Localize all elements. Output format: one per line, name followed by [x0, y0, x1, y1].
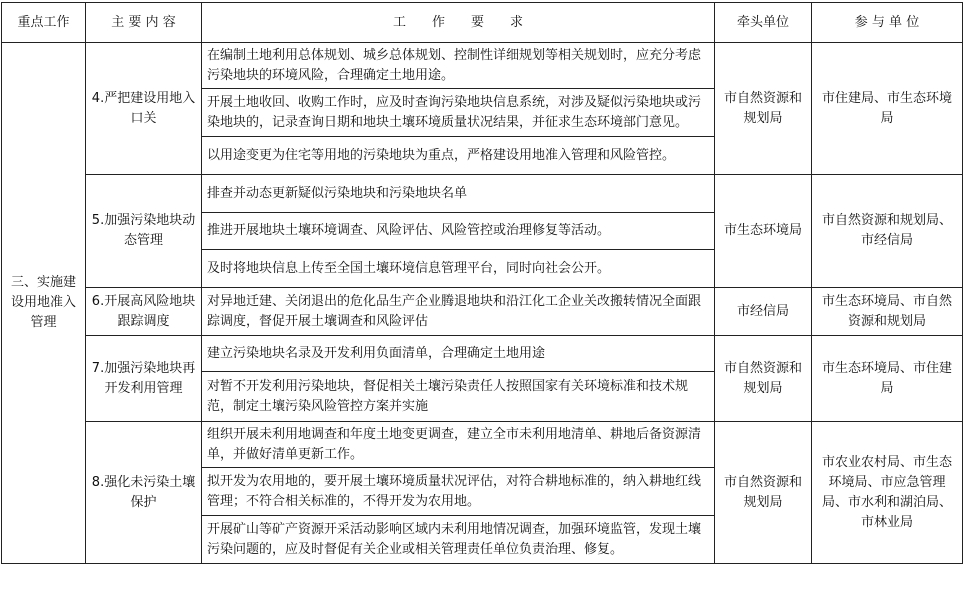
lead-unit-cell: 市生态环境局 [715, 175, 812, 288]
header-requirements: 工 作 要 求 [202, 3, 715, 43]
item-content: 5.加强污染地块动态管理 [86, 175, 202, 288]
header-key-work: 重点工作 [2, 3, 86, 43]
requirement-cell: 对暂不开发利用污染地块，督促相关土壤污染责任人按照国家有关环境标准和技术规范，制定土壤污染风险管控方案并实施 [202, 372, 715, 422]
table-row [2, 43, 963, 89]
requirement-cell: 开展矿山等矿产资源开采活动影响区域内未利用地情况调查，加强环境监管，发现土壤污染问题的，应及时督促有关企业或相关管理责任单位负责治理、修复。 [202, 516, 715, 564]
lead-unit-cell: 市自然资源和规划局 [715, 43, 812, 175]
requirement-cell: 组织开展未利用地调查和年度土地变更调查，建立全市未利用地清单、耕地后备资源清单，并做好清单更新工作。 [202, 422, 715, 468]
header-participating-units: 参 与 单 位 [812, 3, 963, 43]
item-content: 4.严把建设用地入口关 [86, 43, 202, 175]
requirement-cell: 建立污染地块名录及开发利用负面清单，合理确定土地用途 [202, 336, 715, 372]
header-lead-unit: 牵头单位 [715, 3, 812, 43]
table-row [2, 336, 963, 372]
requirement-cell: 推进开展地块土壤环境调查、风险评估、风险管控或治理修复等活动。 [202, 213, 715, 250]
participants-cell: 市住建局、市生态环境局 [812, 43, 963, 175]
requirement-cell: 及时将地块信息上传至全国土壤环境信息管理平台，同时向社会公开。 [202, 250, 715, 288]
requirement-cell: 对异地迁建、关闭退出的危化品生产企业腾退地块和沿江化工企业关改搬转情况全面跟踪调度，督促开展土壤调查和风险评估 [202, 288, 715, 336]
item-content: 7.加强污染地块再开发利用管理 [86, 336, 202, 422]
table-row [2, 288, 963, 336]
participants-cell: 市农业农村局、市生态环境局、市应急管理局、市水利和湖泊局、市林业局 [812, 422, 963, 564]
work-plan-table [1, 2, 963, 564]
header-main-content: 主 要 内 容 [86, 3, 202, 43]
item-content: 6.开展高风险地块跟踪调度 [86, 288, 202, 336]
table-row [2, 175, 963, 213]
requirement-cell: 在编制土地利用总体规划、城乡总体规划、控制性详细规划等相关规划时，应充分考虑污染地块的环境风险，合理确定土地用途。 [202, 43, 715, 89]
participants-cell: 市生态环境局、市住建局 [812, 336, 963, 422]
table-header-row [2, 3, 963, 43]
item-content: 8.强化未污染土壤保护 [86, 422, 202, 564]
section-title: 三、实施建设用地准入管理 [2, 43, 86, 564]
lead-unit-cell: 市自然资源和规划局 [715, 422, 812, 564]
requirement-cell: 开展土地收回、收购工作时，应及时查询污染地块信息系统，对涉及疑似污染地块或污染地块的，记录查询日期和地块土壤环境质量状况结果，并征求生态环境部门意见。 [202, 89, 715, 137]
participants-cell: 市自然资源和规划局、市经信局 [812, 175, 963, 288]
requirement-cell: 拟开发为农用地的，要开展土壤环境质量状况评估，对符合耕地标准的，纳入耕地红线管理；不符合相关标准的，不得开发为农用地。 [202, 468, 715, 516]
requirement-cell: 排查并动态更新疑似污染地块和污染地块名单 [202, 175, 715, 213]
lead-unit-cell: 市经信局 [715, 288, 812, 336]
requirement-cell: 以用途变更为住宅等用地的污染地块为重点，严格建设用地准入管理和风险管控。 [202, 137, 715, 175]
participants-cell: 市生态环境局、市自然资源和规划局 [812, 288, 963, 336]
table-row [2, 422, 963, 468]
lead-unit-cell: 市自然资源和规划局 [715, 336, 812, 422]
